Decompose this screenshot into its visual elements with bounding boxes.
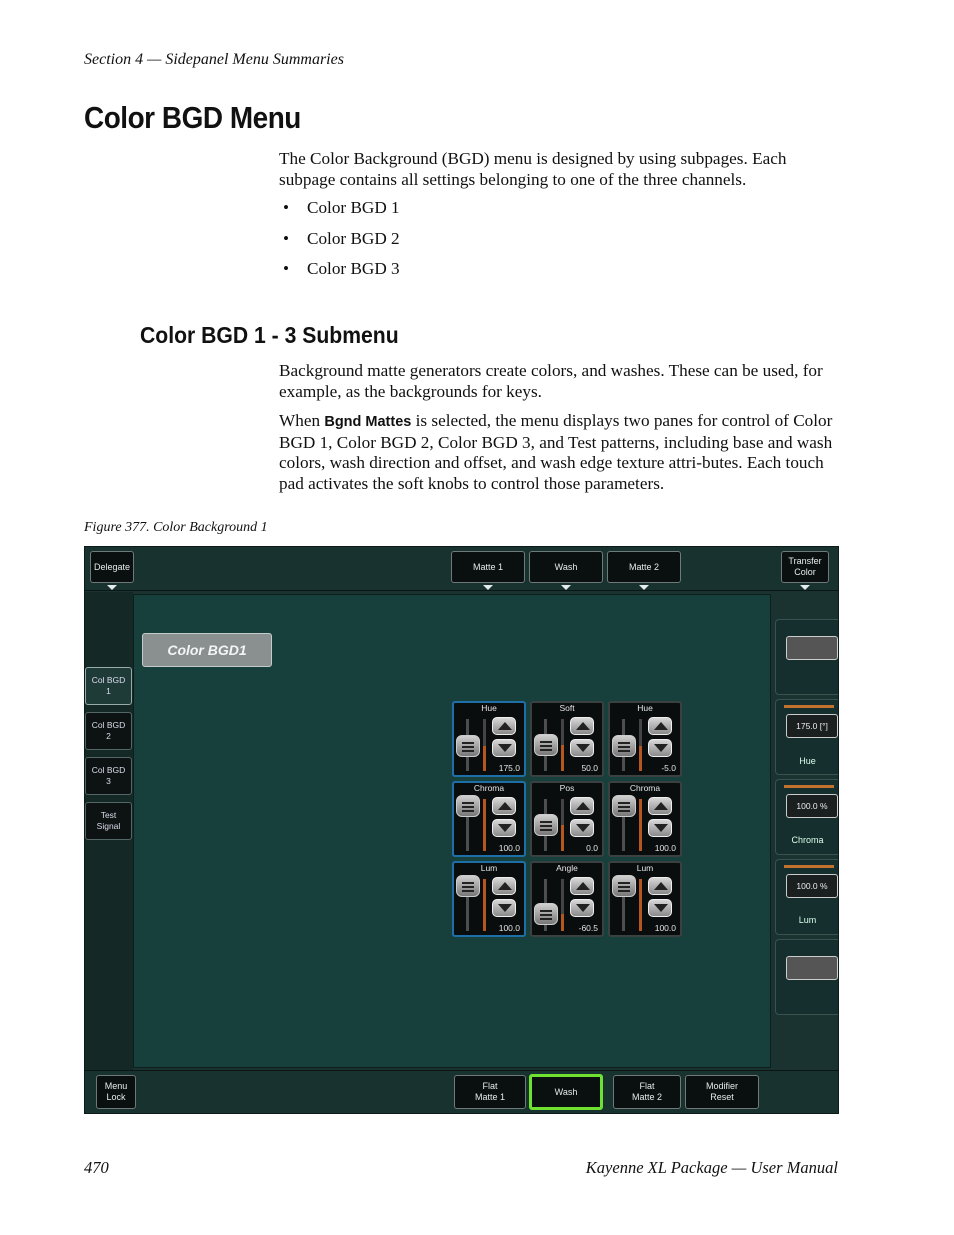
knob-value: -5.0 [661,763,676,773]
page-title: Color BGD Menu [84,100,301,135]
right-panel-chroma[interactable] [775,779,838,855]
increment-arrow-icon[interactable] [648,797,672,815]
increment-arrow-icon[interactable] [492,797,516,815]
decrement-arrow-icon[interactable] [570,899,594,917]
decrement-arrow-icon[interactable] [492,739,516,757]
page-number: 470 [84,1158,109,1177]
decrement-arrow-icon[interactable] [648,899,672,917]
decrement-arrow-icon[interactable] [648,739,672,757]
tab-test-signal[interactable]: Test Signal [85,802,132,840]
lum-label: Lum [798,915,817,925]
hue-label: Hue [799,756,816,766]
decrement-arrow-icon[interactable] [492,819,516,837]
knob-title: Lum [636,863,654,873]
ui-term: Bgnd Mattes [324,414,412,430]
left-tab-column [85,592,133,1072]
slider-handle[interactable] [534,903,558,925]
right-panel-empty[interactable] [775,619,838,695]
decrement-arrow-icon[interactable] [570,739,594,757]
knob-value: -60.5 [578,923,598,933]
figure-caption: Figure 377. Color Background 1 [84,520,268,535]
knob-title: Pos [559,783,575,793]
knob-title: Lum [480,863,498,873]
level-bar [784,705,834,708]
matte2-button[interactable]: Matte 2 [607,551,681,583]
hue-field: 175.0 [°] [786,714,838,738]
right-panel-hue[interactable] [775,699,838,775]
knob-value: 100.0 [498,923,520,933]
increment-arrow-icon[interactable] [570,877,594,895]
bullet-item: • Color BGD 3 [283,259,400,278]
knob-title: Angle [556,863,578,873]
slider-handle[interactable] [612,795,636,817]
soft-knob[interactable] [608,781,682,857]
decrement-arrow-icon[interactable] [492,899,516,917]
slider-handle[interactable] [612,875,636,897]
footer-title: Kayenne XL Package — User Manual [585,1158,838,1177]
decrement-arrow-icon[interactable] [648,819,672,837]
wash-top-button[interactable]: Wash [529,551,603,583]
section-header: Section 4 — Sidepanel Menu Summaries [84,51,344,68]
slider-handle[interactable] [534,734,558,756]
intro-paragraph: The Color Background (BGD) menu is designed by using subpages. Each subpage contains all settings belonging to one of the three channels. [279,149,787,189]
knob-title: Hue [637,703,653,713]
slider-handle[interactable] [534,814,558,836]
knob-title: Hue [481,703,497,713]
delegate-button[interactable]: Delegate [90,551,134,583]
subsection-title: Color BGD 1 - 3 Submenu [140,322,399,348]
knob-level-bar [483,746,486,771]
level-bar [784,785,834,788]
knob-level-bar [561,914,564,931]
soft-knob[interactable] [452,701,526,777]
modifier-reset-button[interactable]: Modifier Reset [685,1075,759,1109]
chroma-field: 100.0 % [786,794,838,818]
increment-arrow-icon[interactable] [492,877,516,895]
right-panel-lum[interactable] [775,859,838,935]
increment-arrow-icon[interactable] [492,717,516,735]
slider-handle[interactable] [456,875,480,897]
soft-knob[interactable] [530,701,604,777]
knob-level-bar [639,746,642,771]
slider-handle[interactable] [456,795,480,817]
wash-button[interactable]: Wash [529,1074,603,1110]
menu-lock-button[interactable]: Menu Lock [96,1075,136,1109]
right-panel-empty[interactable] [775,939,838,1015]
knob-value: 100.0 [654,923,676,933]
increment-arrow-icon[interactable] [570,797,594,815]
top-bar [85,547,838,591]
knob-value: 0.0 [586,843,598,853]
menu-screenshot [84,546,839,1114]
knob-level-bar [639,799,642,851]
tab-col-bgd-3[interactable]: Col BGD 3 [85,757,132,795]
knob-title: Soft [559,703,575,713]
knob-value: 100.0 [498,843,520,853]
knob-value: 175.0 [498,763,520,773]
soft-knob[interactable] [452,861,526,937]
knob-title: Chroma [629,783,661,793]
knob-level-bar [483,799,486,851]
knob-level-bar [561,825,564,851]
knob-level-bar [639,879,642,931]
pane-label: Color BGD1 [142,633,272,667]
bullet-item: • Color BGD 2 [283,229,400,248]
decrement-arrow-icon[interactable] [570,819,594,837]
soft-knob[interactable] [452,781,526,857]
value-field [786,956,838,980]
right-panel-column [775,619,838,1019]
soft-knob[interactable] [608,861,682,937]
value-field [786,636,838,660]
knob-level-bar [483,879,486,931]
transfer-color-button[interactable]: Transfer Color [781,551,829,583]
chroma-label: Chroma [791,835,824,845]
flat-matte-2-button[interactable]: Flat Matte 2 [613,1075,681,1109]
soft-knob[interactable] [530,781,604,857]
level-bar [784,865,834,868]
paragraph-2: When Bgnd Mattes is selected, the menu displays two panes for control of Color BGD 1, Color BGD 2, Color BGD 3, and Test patterns, including base and wash colors, wash direction and offset, and wash edge texture attri-butes. Each touch pad activates the soft knobs to control those parameters. [279,411,833,493]
knob-title: Chroma [473,783,505,793]
soft-knob[interactable] [608,701,682,777]
increment-arrow-icon[interactable] [648,717,672,735]
increment-arrow-icon[interactable] [648,877,672,895]
matte1-button[interactable]: Matte 1 [451,551,525,583]
slider-handle[interactable] [456,735,480,757]
knob-level-bar [561,745,564,771]
bullet-item: • Color BGD 1 [283,198,400,217]
slider-handle[interactable] [612,735,636,757]
bottom-bar [85,1070,838,1113]
tab-col-bgd-1[interactable]: Col BGD 1 [85,667,132,705]
increment-arrow-icon[interactable] [570,717,594,735]
tab-col-bgd-2[interactable]: Col BGD 2 [85,712,132,750]
flat-matte-1-button[interactable]: Flat Matte 1 [454,1075,526,1109]
soft-knob[interactable] [530,861,604,937]
paragraph-1: Background matte generators create colors, and washes. These can be used, for example, as the backgrounds for keys. [279,361,823,401]
knob-value: 50.0 [581,763,598,773]
knob-value: 100.0 [654,843,676,853]
lum-field: 100.0 % [786,874,838,898]
